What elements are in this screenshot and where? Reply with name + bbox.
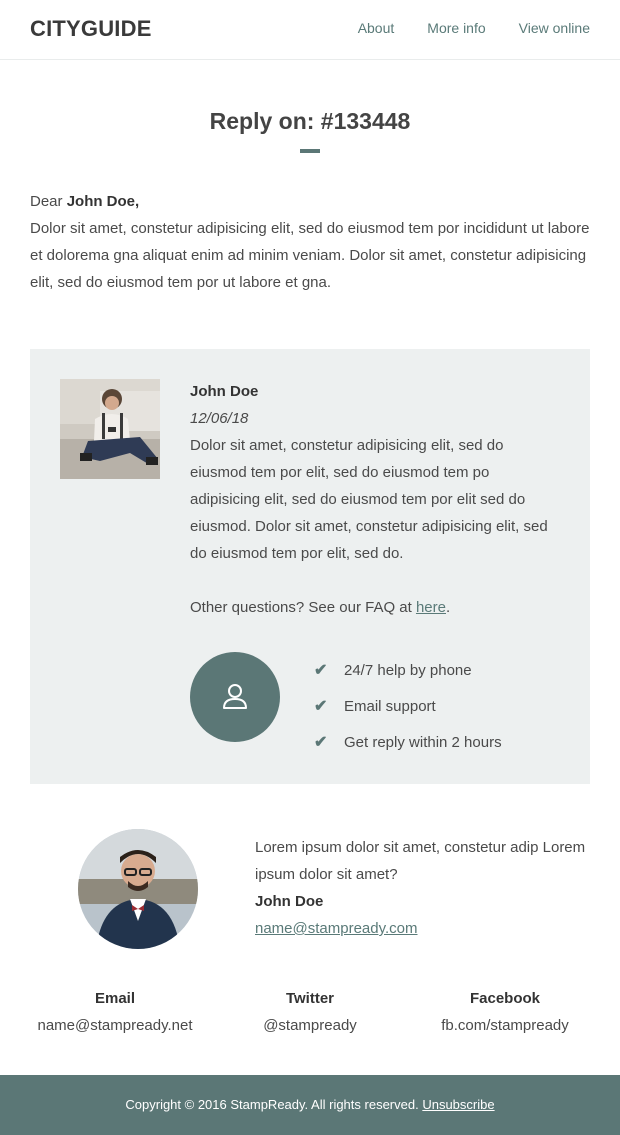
author-photo (60, 379, 160, 479)
nav-view-online-link[interactable]: View online (518, 20, 590, 36)
nav-more-info-link[interactable]: More info (427, 20, 486, 36)
contact-value[interactable]: @stampready (263, 1017, 357, 1034)
support-item (314, 652, 502, 688)
contact-twitter (210, 985, 410, 1039)
contact-label: Email (94, 990, 136, 1007)
support-item (314, 724, 502, 760)
message (190, 378, 560, 621)
support-item-label: Email support (344, 697, 436, 715)
intro-body: Dolor sit amet, constetur adipisicing elit, sed do eiusmod tem por incididunt ut labore et dolorema gna aliquat enim ad minim veniam. Dolor sit amet, constetur adipisicing elit, sed do eiusmod tem por ut labore et gna. (30, 220, 590, 291)
contact-value[interactable]: fb.com/stampready (441, 1017, 569, 1034)
profile-avatar (78, 829, 198, 949)
check-icon: ✔ (314, 662, 328, 679)
profile-info (255, 834, 600, 942)
copyright-text: Copyright © 2016 StampReady. All rights reserved. (125, 1097, 423, 1112)
message-author: John Doe (190, 383, 259, 400)
top-nav (358, 20, 590, 36)
support-list (314, 652, 502, 760)
page-title: Reply on: #133448 (209, 108, 411, 134)
nav-about-link[interactable]: About (357, 20, 395, 36)
contact-email (15, 985, 215, 1039)
support-item (314, 688, 502, 724)
greeting (30, 188, 590, 215)
faq-suffix: . (446, 599, 451, 616)
faq-link[interactable]: here (415, 599, 446, 616)
header (0, 0, 620, 60)
profile-text: Lorem ipsum dolor sit amet, constetur adip Lorem ipsum dolor sit amet? (255, 839, 586, 883)
user-icon (221, 683, 249, 711)
support-item-label: 24/7 help by phone (344, 661, 472, 679)
contact-label: Facebook (469, 990, 541, 1007)
faq-text: Other questions? See our FAQ at (190, 599, 416, 616)
message-panel (30, 349, 590, 784)
message-body: Dolor sit amet, constetur adipisicing elit, sed do eiusmod tem por elit, sed do eiusmod tem po adipisicing elit, sed do eiusmod tem por elit sed do eiusmod. Dolor sit amet, constetur adipisicing elit, sed do eiusmod tem por elit, sed do. (190, 437, 548, 562)
title-divider (300, 149, 320, 153)
unsubscribe-link[interactable]: Unsubscribe (422, 1097, 495, 1112)
contact-facebook (405, 985, 605, 1039)
logo[interactable]: CITYGUIDE (30, 16, 152, 41)
message-date: 12/06/18 (190, 410, 249, 427)
support-badge (190, 652, 280, 742)
footer (0, 1075, 620, 1135)
intro (30, 188, 590, 296)
check-icon: ✔ (314, 734, 328, 751)
greeting-name: John Doe, (66, 193, 140, 210)
profile-email-link[interactable]: name@stampready.com (255, 920, 418, 937)
greeting-prefix: Dear (30, 193, 67, 210)
check-icon: ✔ (314, 698, 328, 715)
contact-value[interactable]: name@stampready.net (37, 1017, 193, 1034)
support-item-label: Get reply within 2 hours (344, 733, 502, 751)
contact-label: Twitter (285, 990, 335, 1007)
profile-name: John Doe (255, 893, 324, 910)
faq-line (190, 594, 560, 621)
